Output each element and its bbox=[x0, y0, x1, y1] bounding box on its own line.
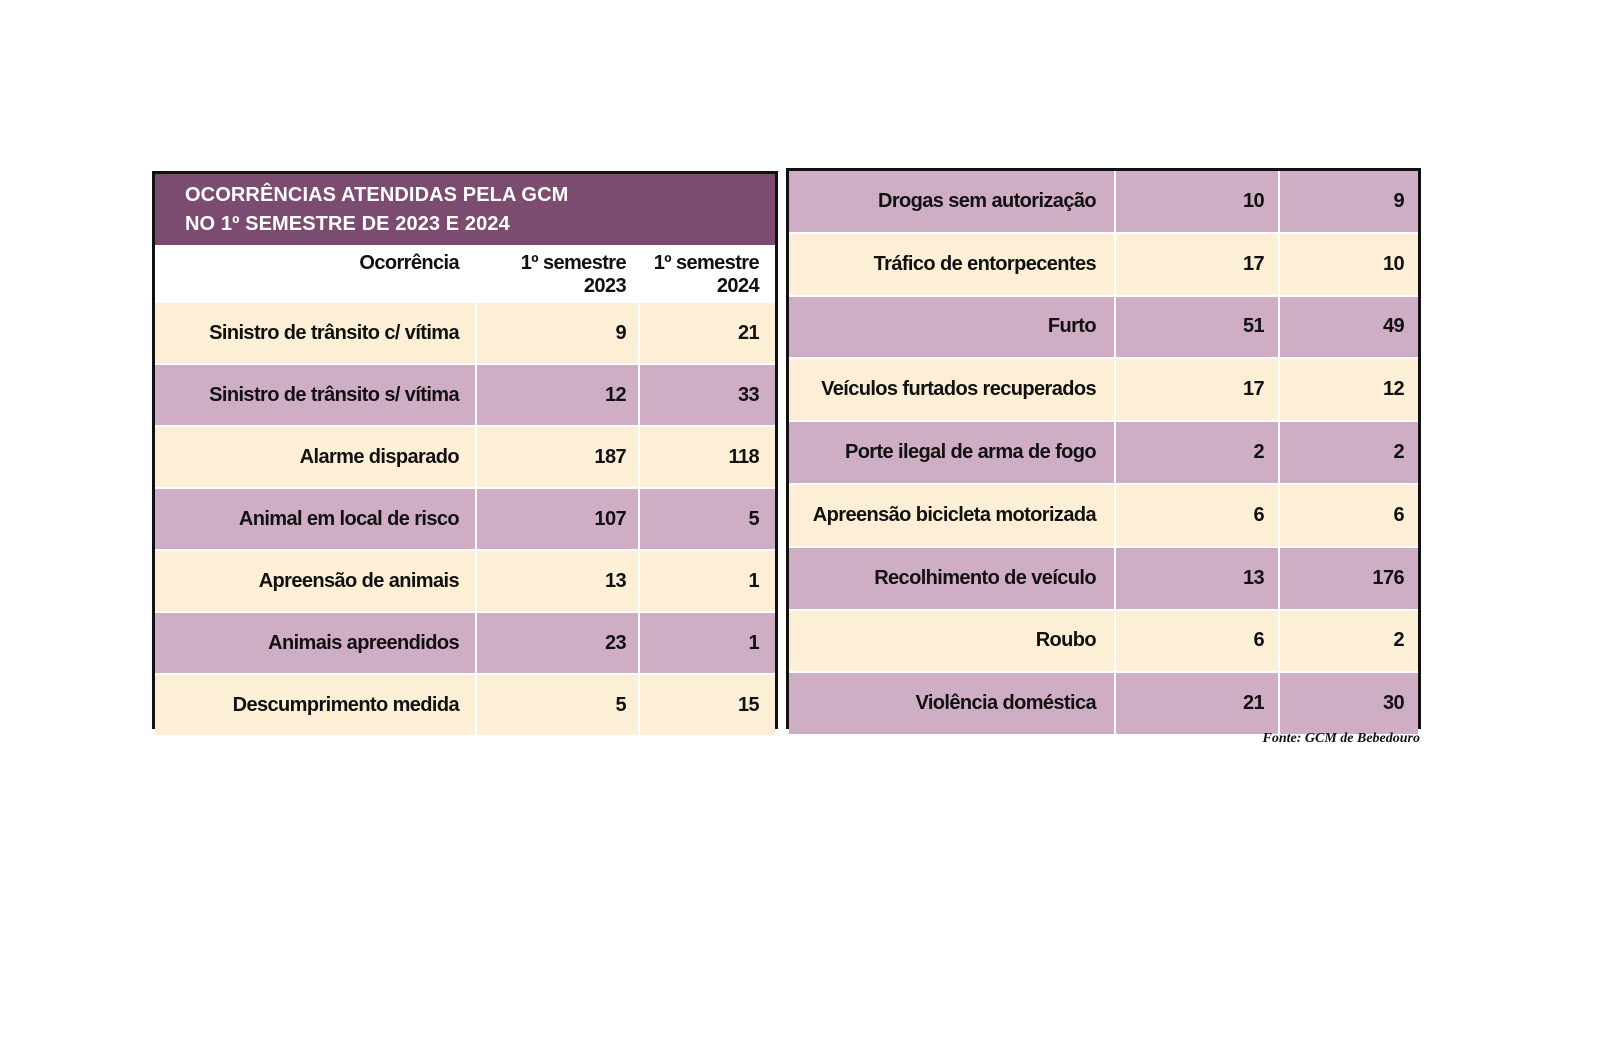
column-header-2024-line-1: 1º semestre bbox=[653, 252, 759, 274]
occurrence-cell: Apreensão de animais bbox=[258, 569, 459, 592]
value-2023-cell: 12 bbox=[475, 365, 638, 425]
left-table-panel bbox=[152, 171, 778, 729]
occurrence-cell: Alarme disparado bbox=[299, 445, 459, 468]
value-2023-cell: 13 bbox=[475, 551, 638, 611]
table-row bbox=[789, 611, 1418, 674]
table-row bbox=[789, 359, 1418, 422]
occurrence-cell: Recolhimento de veículo bbox=[874, 566, 1096, 589]
column-header-2023-line-2: 2023 bbox=[583, 275, 626, 297]
occurrence-cell: Animal em local de risco bbox=[238, 507, 459, 530]
column-header-row bbox=[155, 245, 775, 303]
table-row bbox=[155, 551, 775, 613]
value-2024-cell: 33 bbox=[638, 365, 775, 425]
table-title-line-2: NO 1º SEMESTRE DE 2023 E 2024 bbox=[185, 213, 510, 235]
value-2024-cell: 6 bbox=[1278, 485, 1418, 546]
value-2023-cell: 23 bbox=[475, 613, 638, 673]
column-header-2023-line-1: 1º semestre bbox=[520, 252, 626, 274]
column-header-occurrence bbox=[155, 245, 475, 303]
table-row bbox=[789, 673, 1418, 736]
table-row bbox=[155, 427, 775, 489]
value-2023-cell: 107 bbox=[475, 489, 638, 549]
occurrence-cell: Apreensão bicicleta motorizada bbox=[812, 503, 1096, 526]
occurrence-cell: Sinistro de trânsito c/ vítima bbox=[209, 321, 459, 344]
value-2023-cell: 17 bbox=[1114, 359, 1278, 420]
value-2024-cell: 30 bbox=[1278, 673, 1418, 734]
table-title bbox=[155, 174, 775, 245]
value-2023-cell: 5 bbox=[475, 675, 638, 735]
value-2023-cell: 51 bbox=[1114, 297, 1278, 358]
occurrence-cell: Veículos furtados recuperados bbox=[821, 378, 1096, 401]
table-row bbox=[789, 234, 1418, 297]
table-row bbox=[789, 171, 1418, 234]
right-table-panel bbox=[786, 168, 1421, 729]
value-2024-cell: 12 bbox=[1278, 359, 1418, 420]
table-row bbox=[155, 365, 775, 427]
value-2023-cell: 10 bbox=[1114, 171, 1278, 232]
column-header-2023 bbox=[475, 245, 638, 303]
value-2024-cell: 21 bbox=[638, 303, 775, 363]
occurrence-cell: Descumprimento medida bbox=[232, 693, 459, 716]
occurrence-cell: Furto bbox=[1047, 315, 1096, 338]
table-row bbox=[789, 548, 1418, 611]
occurrence-cell: Porte ilegal de arma de fogo bbox=[844, 441, 1096, 464]
column-header-2024-line-2: 2024 bbox=[716, 275, 759, 297]
column-header-occurrence-label: Ocorrência bbox=[359, 252, 459, 274]
occurrence-cell: Sinistro de trânsito s/ vítima bbox=[209, 383, 459, 406]
value-2023-cell: 6 bbox=[1114, 485, 1278, 546]
occurrence-cell: Animais apreendidos bbox=[268, 631, 459, 654]
value-2024-cell: 15 bbox=[638, 675, 775, 735]
table-row bbox=[789, 485, 1418, 548]
value-2023-cell: 9 bbox=[475, 303, 638, 363]
value-2024-cell: 1 bbox=[638, 551, 775, 611]
value-2023-cell: 6 bbox=[1114, 611, 1278, 672]
value-2024-cell: 118 bbox=[638, 427, 775, 487]
source-note: Fonte: GCM de Bebedouro bbox=[1262, 731, 1420, 746]
value-2023-cell: 187 bbox=[475, 427, 638, 487]
value-2024-cell: 9 bbox=[1278, 171, 1418, 232]
value-2024-cell: 176 bbox=[1278, 548, 1418, 609]
value-2024-cell: 1 bbox=[638, 613, 775, 673]
value-2023-cell: 13 bbox=[1114, 548, 1278, 609]
table-row bbox=[155, 675, 775, 737]
value-2024-cell: 2 bbox=[1278, 422, 1418, 483]
value-2024-cell: 10 bbox=[1278, 234, 1418, 295]
occurrence-cell: Drogas sem autorização bbox=[878, 189, 1096, 212]
occurrence-cell: Violência doméstica bbox=[915, 692, 1096, 715]
table-row bbox=[155, 303, 775, 365]
table-row bbox=[155, 489, 775, 551]
column-header-2024 bbox=[638, 245, 775, 303]
occurrence-cell: Tráfico de entorpecentes bbox=[873, 252, 1096, 275]
value-2024-cell: 49 bbox=[1278, 297, 1418, 358]
occurrence-cell: Roubo bbox=[1035, 629, 1096, 652]
value-2024-cell: 2 bbox=[1278, 611, 1418, 672]
table-title-line-1: OCORRÊNCIAS ATENDIDAS PELA GCM bbox=[185, 184, 569, 206]
value-2023-cell: 21 bbox=[1114, 673, 1278, 734]
table-row bbox=[155, 613, 775, 675]
table-row bbox=[789, 297, 1418, 360]
value-2023-cell: 2 bbox=[1114, 422, 1278, 483]
value-2023-cell: 17 bbox=[1114, 234, 1278, 295]
table-row bbox=[789, 422, 1418, 485]
value-2024-cell: 5 bbox=[638, 489, 775, 549]
